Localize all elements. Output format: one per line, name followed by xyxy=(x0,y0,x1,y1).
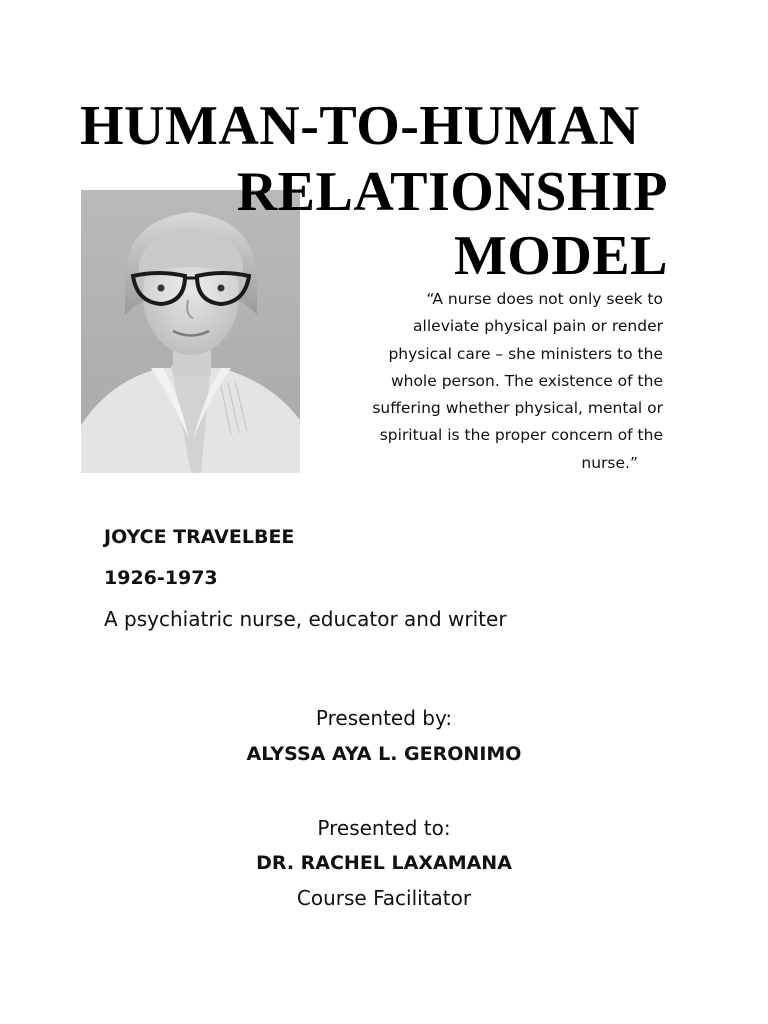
facilitator-name: DR. RACHEL LAXAMANA xyxy=(256,852,512,874)
title-line-3: MODEL xyxy=(453,225,668,287)
theorist-portrait xyxy=(81,190,300,473)
quote-line: whole person. The existence of the xyxy=(390,371,663,390)
presented-by-label: Presented by: xyxy=(315,706,453,730)
quote-line: physical care – she ministers to the xyxy=(388,344,663,363)
presenter-name: ALYSSA AYA L. GERONIMO xyxy=(246,743,522,765)
title-line-1: HUMAN-TO-HUMAN xyxy=(80,95,640,157)
theorist-description: A psychiatric nurse, educator and writer xyxy=(104,607,507,631)
theorist-name: JOYCE TRAVELBEE xyxy=(104,526,295,548)
theorist-quote xyxy=(330,286,663,477)
quote-line: suffering whether physical, mental or xyxy=(372,399,663,418)
facilitator-role: Course Facilitator xyxy=(296,886,472,910)
quote-line: nurse.” xyxy=(581,453,638,472)
quote-line: alleviate physical pain or render xyxy=(413,317,663,336)
presented-to-label: Presented to: xyxy=(317,816,451,840)
quote-line: “A nurse does not only seek to xyxy=(426,290,663,308)
title-line-2: RELATIONSHIP xyxy=(236,161,668,223)
theorist-years: 1926-1973 xyxy=(104,567,218,589)
quote-line: spiritual is the proper concern of the xyxy=(379,426,663,445)
